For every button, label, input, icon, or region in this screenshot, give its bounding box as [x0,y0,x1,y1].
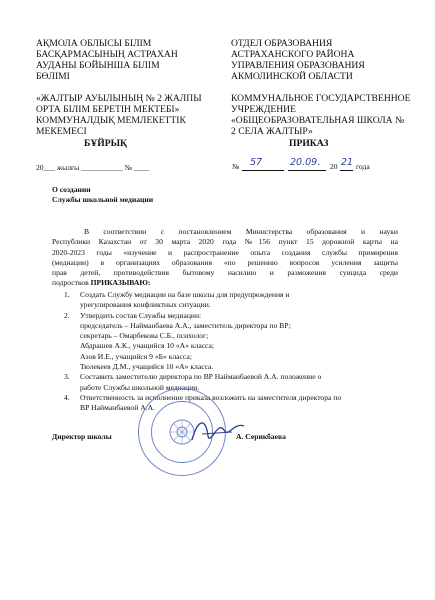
item-text: Ответственность за исполнение приказа возложить на заместителя директора по [80,392,342,402]
header-left [36,38,216,137]
list-item [64,321,398,331]
item-text: Абдрашев А.К., учащийся 10 «А» класса; [80,341,215,351]
item-text: Составить заместителю директора по ВР Найманбаевой А.А. положение о [80,372,322,382]
school-left-line: «ЖАЛТЫР АУЫЛЫНЫҢ № 2 ЖАЛПЫ [36,93,202,104]
signature-name: А. Серикбаева [236,432,286,441]
item-number: 4. [64,392,70,402]
item-number: 1. [64,290,70,299]
school-left-line: ОРТА БІЛІМ БЕРЕТІН МЕКТЕБІ» [36,104,180,115]
item-text: Создать Службу медиации на базе школы для предупреждения и [80,290,290,299]
item-text: секретарь – Омарбекова С.Б., психолог; [80,331,209,341]
item-number [64,331,80,341]
item-text: Тюлекеев Д.М., учащийся 10 «А» класса. [80,362,214,372]
school-left-line: МЕКЕМЕСІ [36,126,87,137]
org-left-line: АУДАНЫ БОЙЫНША БІЛІМ [36,60,160,71]
item-text: работе Службы школьной медиации. [80,382,200,392]
school-right-line: 2 СЕЛА ЖАЛТЫР» [231,126,313,137]
item-text: урегулирования конфликтных ситуации. [80,300,211,310]
item-text: ВР Найманбаевой А.А. [80,403,155,413]
item-number: 3. [64,372,70,382]
order-subject [52,185,153,205]
list-item [64,311,398,321]
order-number-underline [242,170,284,171]
date-line-kz: 20___ жылғы ___________ № ____ [36,163,150,172]
org-right-line: ОТДЕЛ ОБРАЗОВАНИЯ [231,38,333,49]
paragraph-line: прав детей, противодействия бытовому насилию и разможения суицида среди [52,268,398,278]
list-item [64,352,398,362]
year-prefix: 20 [330,162,338,171]
order-title-kz: БҰЙРЫҚ [84,138,127,149]
item-text: председатель – Найманбаева А.А., заместитель директора по ВР; [80,320,291,330]
signature-role: Директор школы [52,432,112,441]
list-item [64,393,398,414]
list-item [64,362,398,372]
school-left-line: КОММУНАЛДЫҚ МЕМЛЕКЕТТІК [36,115,186,126]
subject-line: О создании [52,185,91,194]
subject-line: Службы школьной медиации [52,195,154,204]
list-item [64,290,398,311]
org-left-line: БАСҚАРМАСЫНЫҢ АСТРАХАН [36,49,178,60]
order-command: ПРИКАЗЫВАЮ: [90,278,151,288]
order-number-handwritten: 57 [250,157,263,168]
year-handwritten: 21 [341,157,354,168]
school-right-line: «ОБЩЕОБРАЗОВАТЕЛЬНАЯ ШКОЛА № [231,115,405,126]
school-right-line: УЧРЕЖДЕНИЕ [231,104,296,115]
order-date-underline [288,170,326,171]
item-number [64,341,80,351]
order-body-paragraph [52,227,398,289]
item-text: Азов И.Е., учащийся 9 «Б» класса; [80,351,192,361]
list-item [64,372,398,393]
paragraph-line: Республики Казахстан от 30 марта 2020 года №156 пункт 15 дорожной карты на [52,237,398,247]
paragraph-line: (медиации) в организациях образования «по решению вопросов усиления защиты [52,257,398,267]
org-right-line: УПРАВЛЕНИЯ ОБРАЗОВАНИЯ [231,60,365,71]
paragraph-last-line [52,278,398,288]
signature-scribble-icon [188,414,248,448]
paragraph-line: 2020-2023 годы «изучение и распространение опыта создания службы примирения [52,247,398,257]
list-item [64,341,398,351]
school-right-line: КОММУНАЛЬНОЕ ГОСУДАРСТВЕННОЕ [231,93,411,104]
item-number [64,321,80,331]
order-date-handwritten: 20.09. [290,157,321,168]
order-items [64,290,398,414]
year-underline [340,170,353,171]
paragraph-line: В соответствии с постановлением Министерства образования и науки [84,227,398,236]
year-suffix: года [356,162,370,171]
paragraph-last-prefix: подростков [52,278,89,288]
list-item [64,331,398,341]
header-right [231,38,421,137]
item-number [64,362,80,372]
org-left-line: АҚМОЛА ОБЛЫСЫ БІЛІМ [36,38,152,49]
item-number: 2. [64,310,70,320]
order-number-label: № [232,162,240,171]
item-text: Утвердить состав Службы медиации: [80,310,202,320]
order-title-ru: ПРИКАЗ [289,138,329,149]
org-right-line: АСТРАХАНСКОГО РАЙОНА [231,49,355,60]
org-left-line: БӨЛІМІ [36,71,70,82]
org-right-line: АКМОЛИНСКОЙ ОБЛАСТИ [231,71,353,82]
item-number [64,352,80,362]
